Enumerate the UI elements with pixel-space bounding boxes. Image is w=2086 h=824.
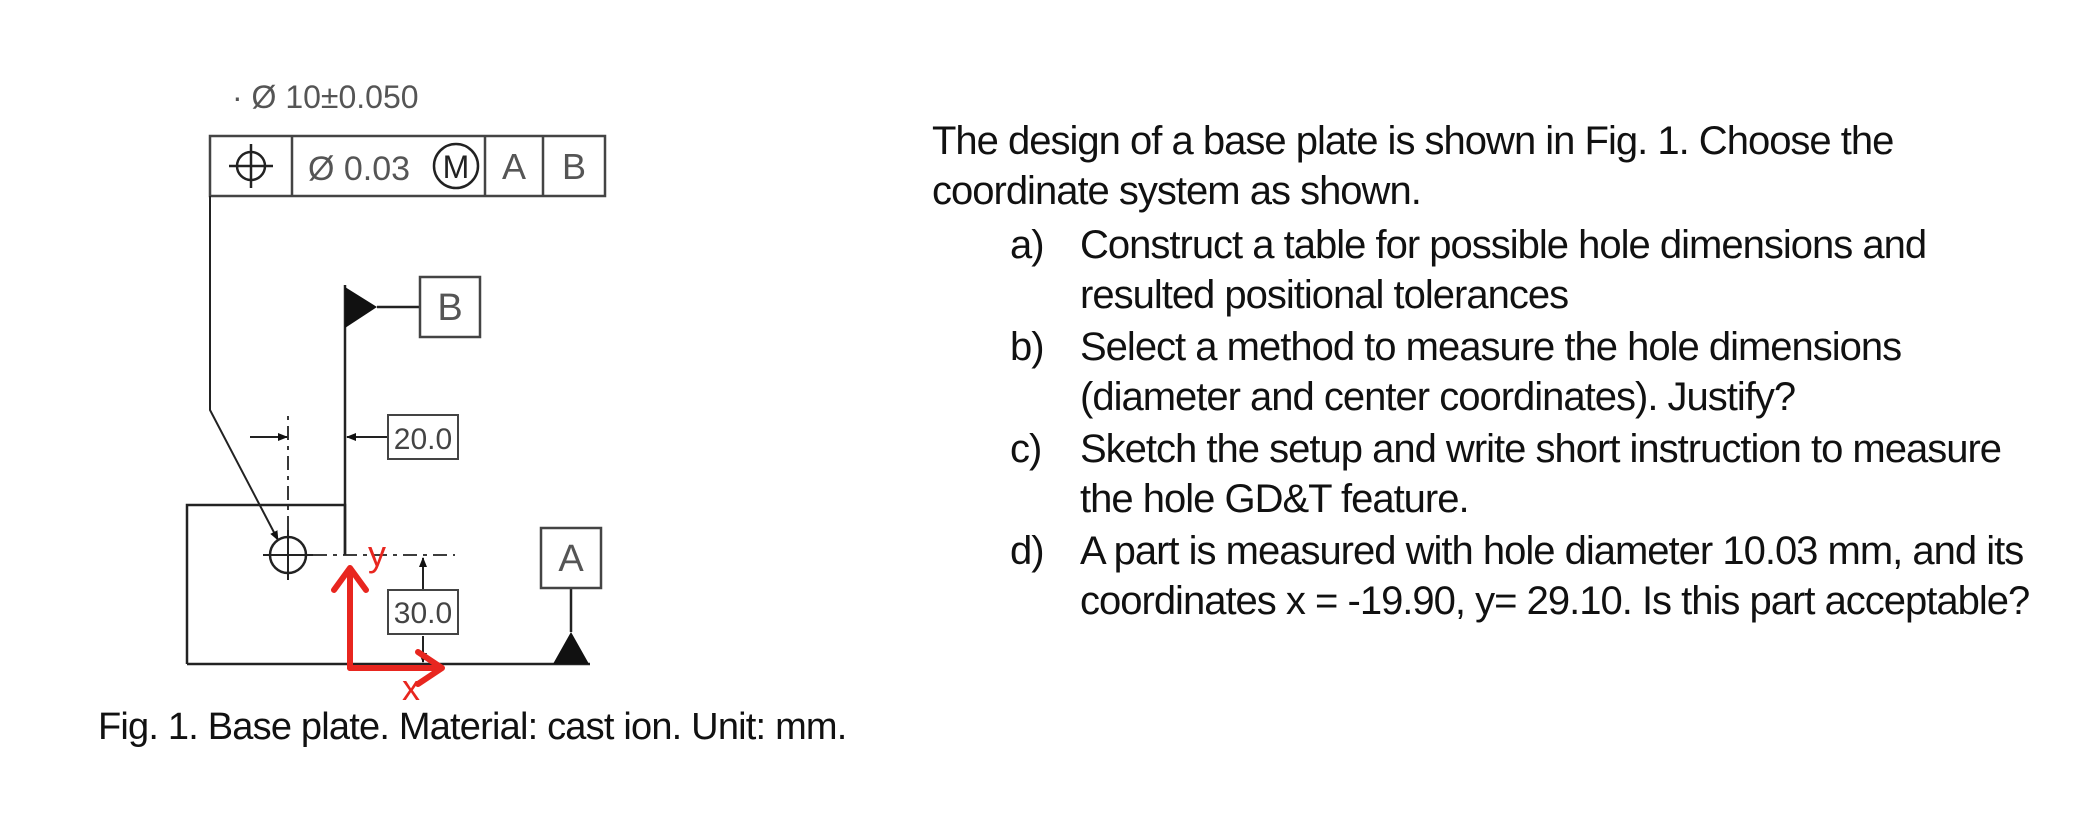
datum-b-triangle <box>345 287 377 328</box>
question-text: Sketch the setup and write short instruction to measure the hole GD&T feature. <box>1080 427 2002 521</box>
question-letter: a) <box>1010 223 1044 267</box>
problem-statement <box>932 116 2032 628</box>
dimension-x-value: 20.0 <box>393 423 453 456</box>
dimension-y-value: 30.0 <box>393 597 453 630</box>
y-axis-label: y <box>368 533 386 574</box>
plate-outline <box>187 505 590 664</box>
question-text: Select a method to measure the hole dimensions (diameter and center coordinates). Justify? <box>1080 325 1902 419</box>
figure-caption: Fig. 1. Base plate. Material: cast ion. Unit: mm. <box>98 706 847 748</box>
question-text: A part is measured with hole diameter 10.03 mm, and its coordinates x = -19.90, y= 29.10. Is this part acceptable? <box>1080 529 2030 623</box>
question-letter: d) <box>1010 529 1044 573</box>
datum-a-triangle <box>553 632 589 664</box>
question-item <box>1010 220 2032 320</box>
question-letter: b) <box>1010 325 1044 369</box>
base-plate-drawing <box>0 0 900 824</box>
fcf-datum-b: B <box>561 146 587 187</box>
question-item <box>1010 322 2032 422</box>
fcf-leader-line <box>210 196 278 540</box>
question-list <box>1010 220 2032 626</box>
fcf-modifier: M <box>442 149 470 185</box>
question-item <box>1010 424 2032 524</box>
problem-intro: The design of a base plate is shown in Fig. 1. Choose the coordinate system as shown. <box>932 119 1894 213</box>
datum-a-label: A <box>558 538 584 580</box>
question-text: Construct a table for possible hole dimensions and resulted positional tolerances <box>1080 223 1927 317</box>
datum-b-label: B <box>437 287 463 329</box>
question-item <box>1010 526 2032 626</box>
question-letter: c) <box>1010 427 1042 471</box>
position-icon <box>229 144 273 188</box>
fcf-datum-a: A <box>501 146 527 187</box>
fcf-tolerance: Ø 0.03 <box>308 150 411 188</box>
hole-size-callout: · Ø 10±0.050 <box>232 79 419 115</box>
x-axis-label: x <box>402 667 420 708</box>
